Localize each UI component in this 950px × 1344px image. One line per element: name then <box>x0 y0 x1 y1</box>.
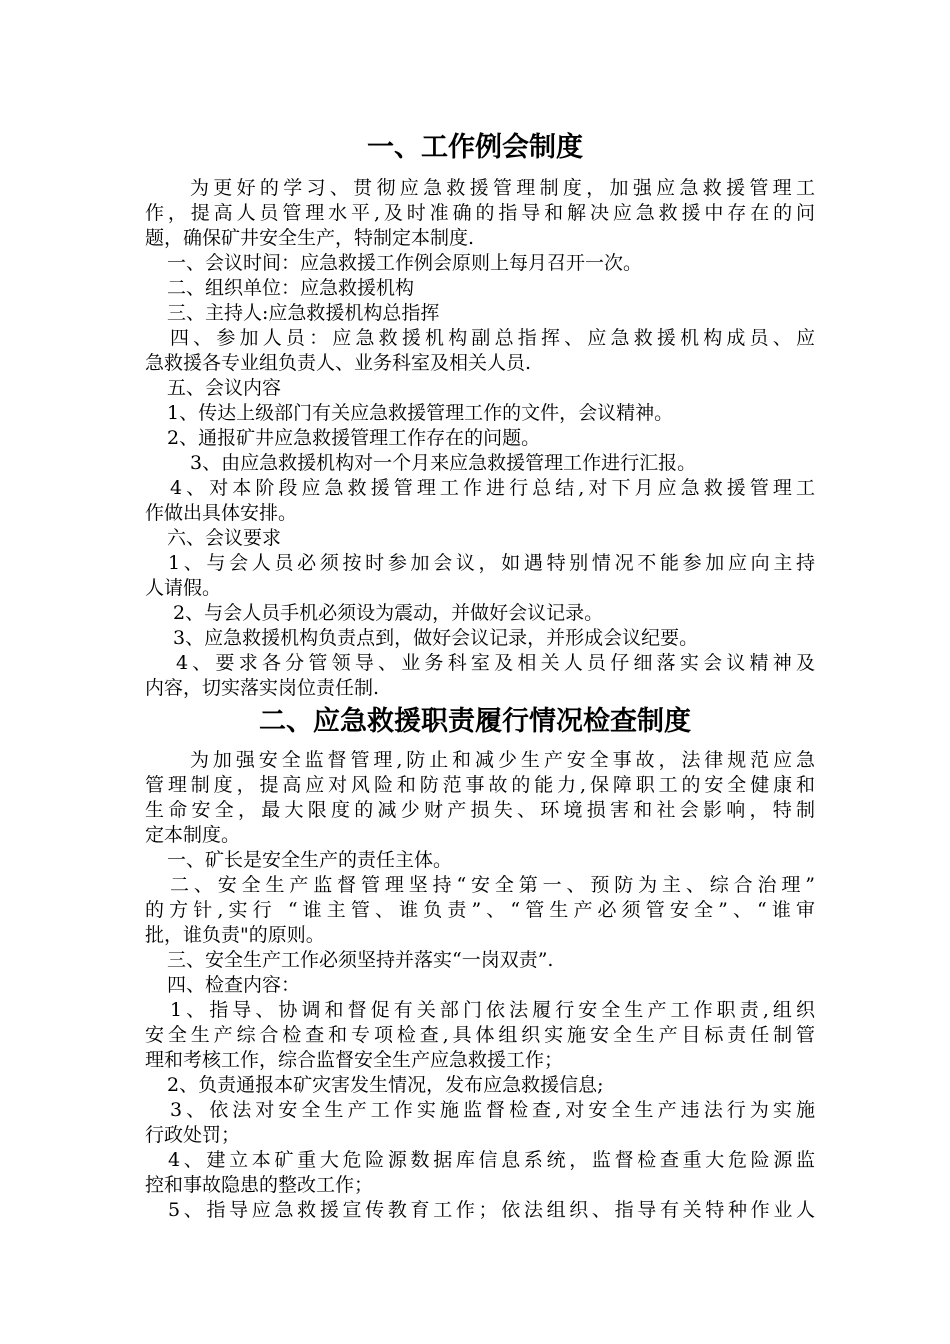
section2-line: 控和事故隐患的整改工作； <box>145 1174 374 1196</box>
section2-line: 四、检查内容： <box>167 974 301 996</box>
section1-line: 作做出具体安排。 <box>145 502 298 524</box>
section2-title: 二、应急救援职责履行情况检查制度 <box>259 706 691 737</box>
section1-line: 急救援各专业组负责人、业务科室及相关人员. <box>145 352 532 374</box>
section1-line: 为更好的学习、贯彻应急救援管理制度，加强应急救援管理工 <box>190 177 815 199</box>
section2-line: 5、指导应急救援宣传教育工作；依法组织、指导有关特种作业人 <box>168 1199 815 1221</box>
section2-line: 生命安全，最大限度的减少财产损失、环境损害和社会影响，特制 <box>145 799 815 821</box>
section2-line: 批，谁负责"的原则。 <box>145 924 325 946</box>
section1-line: 三、主持人:应急救援机构总指挥 <box>167 302 440 324</box>
section1-line: 六、会议要求 <box>167 527 282 549</box>
section1-line: 3、由应急救援机构对一个月来应急救援管理工作进行汇报。 <box>190 452 697 474</box>
section2-line: 一、矿长是安全生产的责任主体。 <box>167 849 453 871</box>
section1-title: 一、工作例会制度 <box>367 132 583 163</box>
section1-line: 作，提高人员管理水平,及时准确的指导和解决应急救援中存在的问 <box>145 202 815 224</box>
section1-line: 题，确保矿井安全生产，特制定本制度. <box>145 227 475 249</box>
section1-line: 人请假。 <box>145 577 222 599</box>
section1-line: 内容，切实落实岗位责任制. <box>145 677 380 699</box>
section2-line: 为加强安全监督管理,防止和减少生产安全事故，法律规范应急 <box>190 749 815 771</box>
section2-line: 三、安全生产工作必须坚持并落实“一岗双责”. <box>167 949 554 971</box>
section1-line: 4、对本阶段应急救援管理工作进行总结,对下月应急救援管理工 <box>170 477 815 499</box>
section1-line: 2、通报矿井应急救援管理工作存在的问题。 <box>167 427 541 449</box>
section1-line: 4、要求各分管领导、业务科室及相关人员仔细落实会议精神及 <box>176 652 815 674</box>
section2-line: 管理制度，提高应对风险和防范事故的能力,保障职工的安全健康和 <box>145 774 815 796</box>
section2-line: 理和考核工作，综合监督安全生产应急救援工作； <box>145 1049 564 1071</box>
section2-line: 1、指导、协调和督促有关部门依法履行安全生产工作职责,组织 <box>170 999 815 1021</box>
section2-line: 行政处罚； <box>145 1124 241 1146</box>
section1-line: 1、与会人员必须按时参加会议，如遇特别情况不能参加应向主持 <box>168 552 815 574</box>
section1-line: 四、参加人员：应急救援机构副总指挥、应急救援机构成员、应 <box>170 327 815 349</box>
section1-line: 五、会议内容 <box>167 377 282 399</box>
section1-line: 2、与会人员手机必须设为震动，并做好会议记录。 <box>173 602 604 624</box>
section1-line: 1、传达上级部门有关应急救援管理工作的文件，会议精神。 <box>167 402 674 424</box>
section2-line: 安全生产综合检查和专项检查,具体组织实施安全生产目标责任制管 <box>145 1024 815 1046</box>
section2-line: 2、负责通报本矿灾害发生情况，发布应急救援信息; <box>167 1074 604 1096</box>
section2-line: 4、建立本矿重大危险源数据库信息系统，监督检查重大危险源监 <box>168 1149 815 1171</box>
section2-line: 二、安全生产监督管理坚持“安全第一、预防为主、综合治理” <box>170 874 815 896</box>
section1-line: 3、应急救援机构负责点到，做好会议记录，并形成会议纪要。 <box>173 627 699 649</box>
section2-line: 3、依法对安全生产工作实施监督检查,对安全生产违法行为实施 <box>170 1099 815 1121</box>
section2-line: 定本制度。 <box>145 824 241 846</box>
section1-line: 一、会议时间：应急救援工作例会原则上每月召开一次。 <box>167 252 643 274</box>
section2-line: 的方针,实行 “谁主管、谁负责”、“管生产必须管安全”、“谁审 <box>145 899 815 921</box>
section1-line: 二、组织单位：应急救援机构 <box>167 277 415 299</box>
